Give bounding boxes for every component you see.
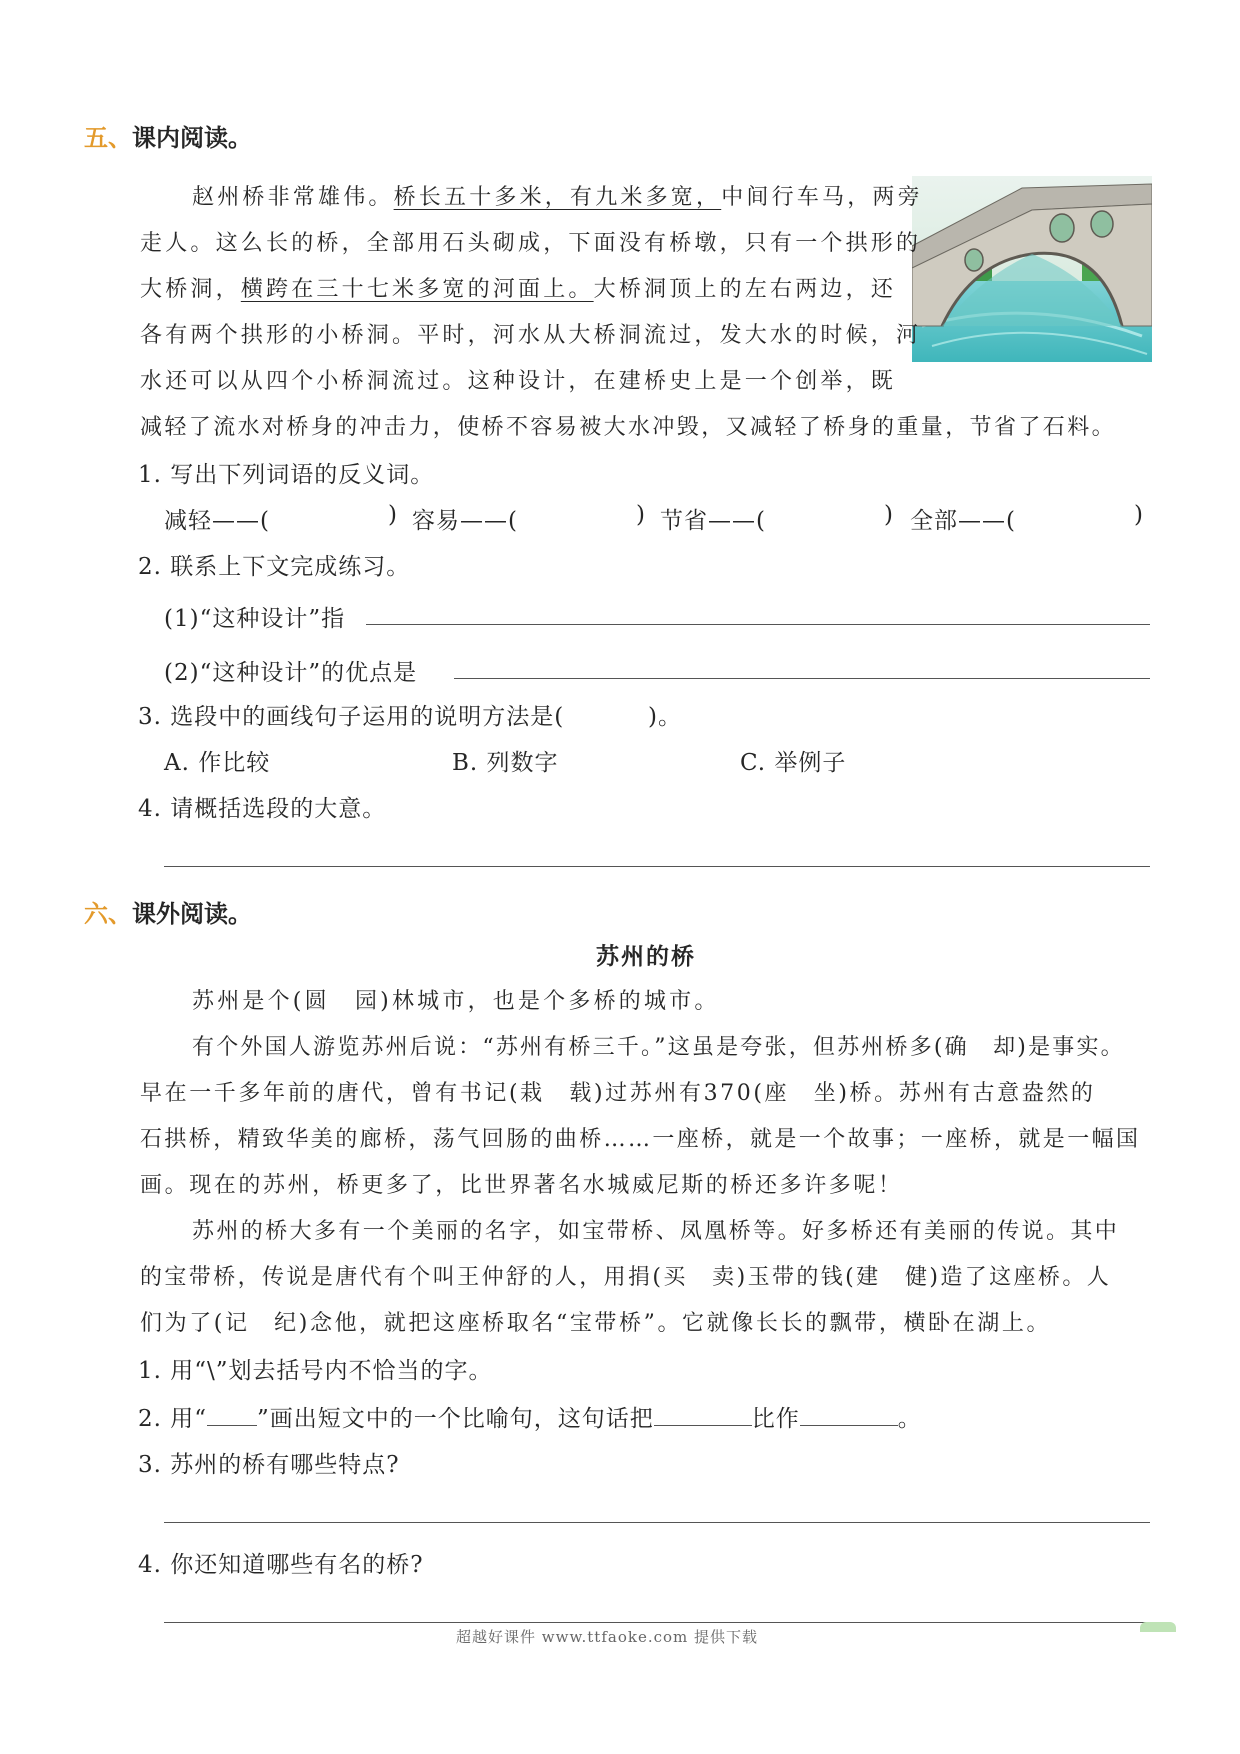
section6-para-line: 们为了(记 纪)念他，就把这座桥取名“宝带桥”。它就像长长的飘带，横卧在湖上。	[140, 1311, 1052, 1336]
q2-part: 。	[897, 1406, 922, 1432]
antonym-blank-3[interactable]	[778, 500, 878, 528]
option-a: A. 作比较	[164, 750, 271, 776]
s5-question-1: 1. 写出下列词语的反义词。	[138, 462, 435, 488]
antonym-item-4: 全部——(	[910, 508, 1016, 534]
section5-para-line	[192, 180, 923, 211]
underlined-sentence: 横跨在三十七米多宽的河面上。	[240, 277, 594, 302]
section6-heading	[84, 894, 252, 929]
section6-para-line: 有个外国人游览苏州后说：“苏州有桥三千。”这虽是夸张，但苏州桥多(确 却)是事实。	[192, 1035, 1125, 1060]
corner-decoration	[1140, 1622, 1176, 1632]
s5-question-4: 4. 请概括选段的大意。	[138, 796, 387, 822]
s5-question-2-sub2: (2)“这种设计”的优点是	[164, 660, 418, 686]
answer-line[interactable]	[366, 624, 1150, 625]
s5-question-3: 3. 选段中的画线句子运用的说明方法是(	[138, 704, 565, 730]
section6-para-line: 苏州的桥大多有一个美丽的名字，如宝带桥、凤凰桥等。好多桥还有美丽的传说。其中	[192, 1219, 1120, 1244]
answer-blank-2[interactable]	[800, 1407, 898, 1426]
antonym-item-3: 节省——(	[660, 508, 766, 534]
passage-title: 苏州的桥	[596, 944, 696, 970]
q2-part: 2. 用“	[138, 1406, 208, 1432]
section5-para-line: 各有两个拱形的小桥洞。平时，河水从大桥洞流过，发大水的时候，河	[140, 323, 922, 348]
s6-question-3: 3. 苏州的桥有哪些特点?	[138, 1452, 400, 1478]
section5-heading	[84, 118, 252, 153]
answer-blank-1[interactable]	[654, 1407, 752, 1426]
antonym-close-3: )	[884, 502, 894, 528]
antonym-blank-4[interactable]	[1028, 500, 1128, 528]
section6-para-line: 的宝带桥，传说是唐代有个叫王仲舒的人，用捐(买 卖)玉带的钱(建 健)造了这座桥。人	[140, 1265, 1112, 1290]
answer-line[interactable]	[454, 678, 1150, 679]
underlined-sentence: 桥长五十多米，有九米多宽，	[393, 185, 722, 210]
option-c: C. 举例子	[740, 750, 847, 776]
s5-question-2-sub1: (1)“这种设计”指	[164, 606, 346, 632]
section5-para-line: 水还可以从四个小桥洞流过。这种设计，在建桥史上是一个创举，既	[140, 369, 897, 394]
section6-para-line: 画。现在的苏州，桥更多了，比世界著名水城威尼斯的桥还多许多呢！	[140, 1173, 903, 1198]
s6-question-2	[138, 1400, 922, 1433]
answer-line[interactable]	[164, 1522, 1150, 1523]
answer-line[interactable]	[164, 1622, 1150, 1623]
choice-blank[interactable]	[588, 696, 644, 724]
antonym-item-2: 容易——(	[412, 508, 518, 534]
para-text: 大桥洞顶上的左右两边，还	[593, 277, 897, 302]
antonym-close-2: )	[636, 502, 646, 528]
section6-para-line: 早在一千多年前的唐代，曾有书记(栽 载)过苏州有370(座 坐)桥。苏州有古意盎然的	[140, 1081, 1096, 1106]
footer-text: 超越好课件 www.ttfaoke.com 提供下载	[456, 1628, 759, 1646]
s6-question-1: 1. 用“\”划去括号内不恰当的字。	[138, 1358, 493, 1384]
antonym-blank-1[interactable]	[282, 500, 382, 528]
para-text: 赵州桥非常雄伟。	[192, 185, 394, 210]
para-text: 大桥洞，	[140, 277, 241, 302]
q2-part: ”画出短文中的一个比喻句，这句话把	[257, 1406, 654, 1432]
s5-question-3-close: )。	[648, 704, 682, 730]
para-text: 中间行车马，两旁	[721, 185, 923, 210]
underline-sample	[207, 1407, 257, 1426]
q2-part: 比作	[751, 1406, 800, 1432]
answer-line[interactable]	[164, 866, 1150, 867]
section6-para-line: 苏州是个(圆 园)林城市，也是个多桥的城市。	[192, 989, 720, 1014]
section6-heading-text: 课外阅读。	[132, 900, 252, 928]
s6-question-4: 4. 你还知道哪些有名的桥?	[138, 1552, 424, 1578]
section6-number: 六、	[84, 900, 132, 928]
zhaozhou-bridge-illustration	[912, 176, 1152, 362]
section5-para-line: 走人。这么长的桥，全部用石头砌成，下面没有桥墩，只有一个拱形的	[140, 231, 922, 256]
section6-para-line: 石拱桥，精致华美的廊桥，荡气回肠的曲桥……一座桥，就是一个故事；一座桥，就是一幅国	[140, 1127, 1141, 1152]
section5-number: 五、	[84, 124, 132, 152]
antonym-blank-2[interactable]	[530, 500, 630, 528]
antonym-close-4: )	[1134, 502, 1144, 528]
section5-heading-text: 课内阅读。	[132, 124, 252, 152]
section5-para-line	[140, 272, 896, 303]
antonym-item-1: 减轻——(	[164, 508, 270, 534]
antonym-close-1: )	[388, 502, 398, 528]
section5-para-line: 减轻了流水对桥身的冲击力，使桥不容易被大水冲毁，又减轻了桥身的重量，节省了石料。	[140, 415, 1117, 440]
s5-question-2: 2. 联系上下文完成练习。	[138, 554, 411, 580]
option-b: B. 列数字	[452, 750, 559, 776]
